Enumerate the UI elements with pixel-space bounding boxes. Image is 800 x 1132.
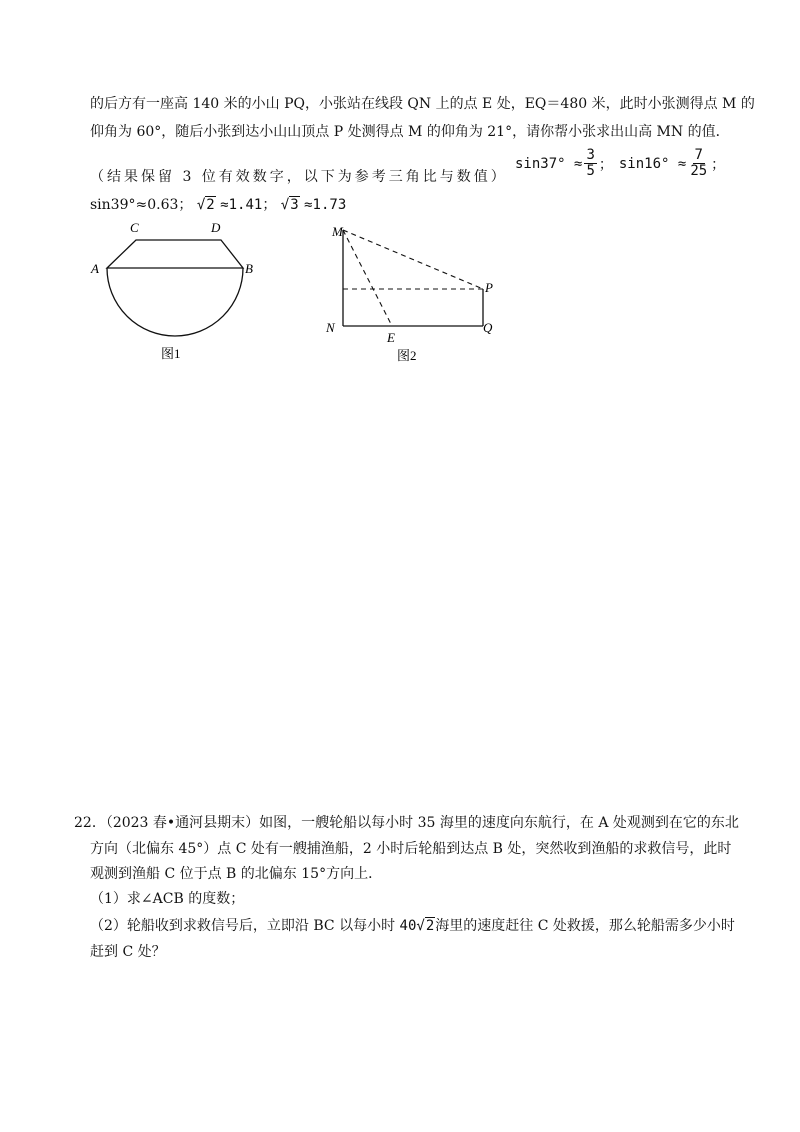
label-d: D xyxy=(211,220,221,235)
sqrt2-value: ≈1.41； xyxy=(220,197,277,213)
speed-coefficient: 40 xyxy=(399,918,417,934)
label-b: B xyxy=(245,261,253,276)
sqrt2-radicand: 2 xyxy=(206,197,215,213)
question2-text-before: （2）轮船收到求救信号后，立即沿 BC 以每小时 xyxy=(90,918,400,934)
semicircle-arc xyxy=(107,268,243,336)
sin16-numerator: 7 xyxy=(694,147,703,163)
reference-values-line2 xyxy=(90,194,346,214)
sin16-denominator: 25 xyxy=(690,163,708,179)
speed-sqrt-expression: √2 xyxy=(416,918,435,934)
problem22-text-line1: 22．（2023 春•通河县期末）如图，一艘轮船以每小时 35 海里的速度向东航行，在 A 处观测到在它的东北 xyxy=(74,815,739,831)
sin37-denominator: 5 xyxy=(586,163,595,179)
figure2-caption: 图2 xyxy=(397,348,417,363)
problem22-question2 xyxy=(90,915,735,935)
problem22-question1: （1）求∠ACB 的度数； xyxy=(90,891,245,907)
label-p: P xyxy=(485,280,493,295)
sin16-label: sin16° ≈ xyxy=(618,155,687,172)
sin37-fraction xyxy=(584,148,596,179)
sqrt3-radicand: 3 xyxy=(290,197,299,213)
figure1-diagram xyxy=(85,215,275,365)
problem22-text-line3: 观测到渔船 C 位于点 B 的北偏东 15°方向上． xyxy=(90,866,383,882)
sin39-value: sin39°≈0.63； xyxy=(90,197,193,213)
sin37-label: sin37° ≈ xyxy=(515,155,583,172)
dashed-line-mp xyxy=(343,230,483,289)
sin16-fraction xyxy=(688,148,709,179)
label-c: C xyxy=(130,220,139,235)
problem22-text-line2: 方向（北偏东 45°）点 C 处有一艘捕渔船，2 小时后轮船到达点 B 处，突然收到渔船的求救信号，此时 xyxy=(90,841,732,857)
separator: ； xyxy=(598,156,613,173)
label-n: N xyxy=(326,320,335,335)
sqrt2-expression: √2 xyxy=(196,197,215,213)
problem21-note: （结果保留 3 位有效数字，以下为参考三角比与数值） xyxy=(90,169,508,185)
label-e: E xyxy=(387,330,395,345)
problem21-text-line2: 仰角为 60°，随后小张到达小山山顶点 P 处测得点 M 的仰角为 21°，请你帮小张求出山高 MN 的值． xyxy=(90,124,730,140)
sqrt3-value: ≈1.73 xyxy=(304,197,347,213)
label-q: Q xyxy=(483,320,493,335)
figure2-diagram xyxy=(320,218,520,368)
dashed-line-me xyxy=(343,230,392,326)
label-m: M xyxy=(332,224,343,239)
sqrt3-expression: √3 xyxy=(280,197,299,213)
label-a: A xyxy=(91,261,99,276)
sin37-numerator: 3 xyxy=(586,147,595,163)
problem22-question2-line2: 赶到 C 处？ xyxy=(90,944,166,960)
separator: ； xyxy=(711,156,726,173)
question2-text-after: 海里的速度赶往 C 处救援，那么轮船需多少小时 xyxy=(435,918,735,934)
trapezoid-abcd xyxy=(107,240,243,268)
figure1-caption: 图1 xyxy=(161,346,181,361)
speed-sqrt-radicand: 2 xyxy=(425,918,435,934)
problem21-text-line1: 的后方有一座高 140 米的小山 PQ，小张站在线段 QN 上的点 E 处，EQ＝480 米，此时小张测得点 M 的 xyxy=(90,96,755,112)
reference-trig-values xyxy=(515,148,725,179)
